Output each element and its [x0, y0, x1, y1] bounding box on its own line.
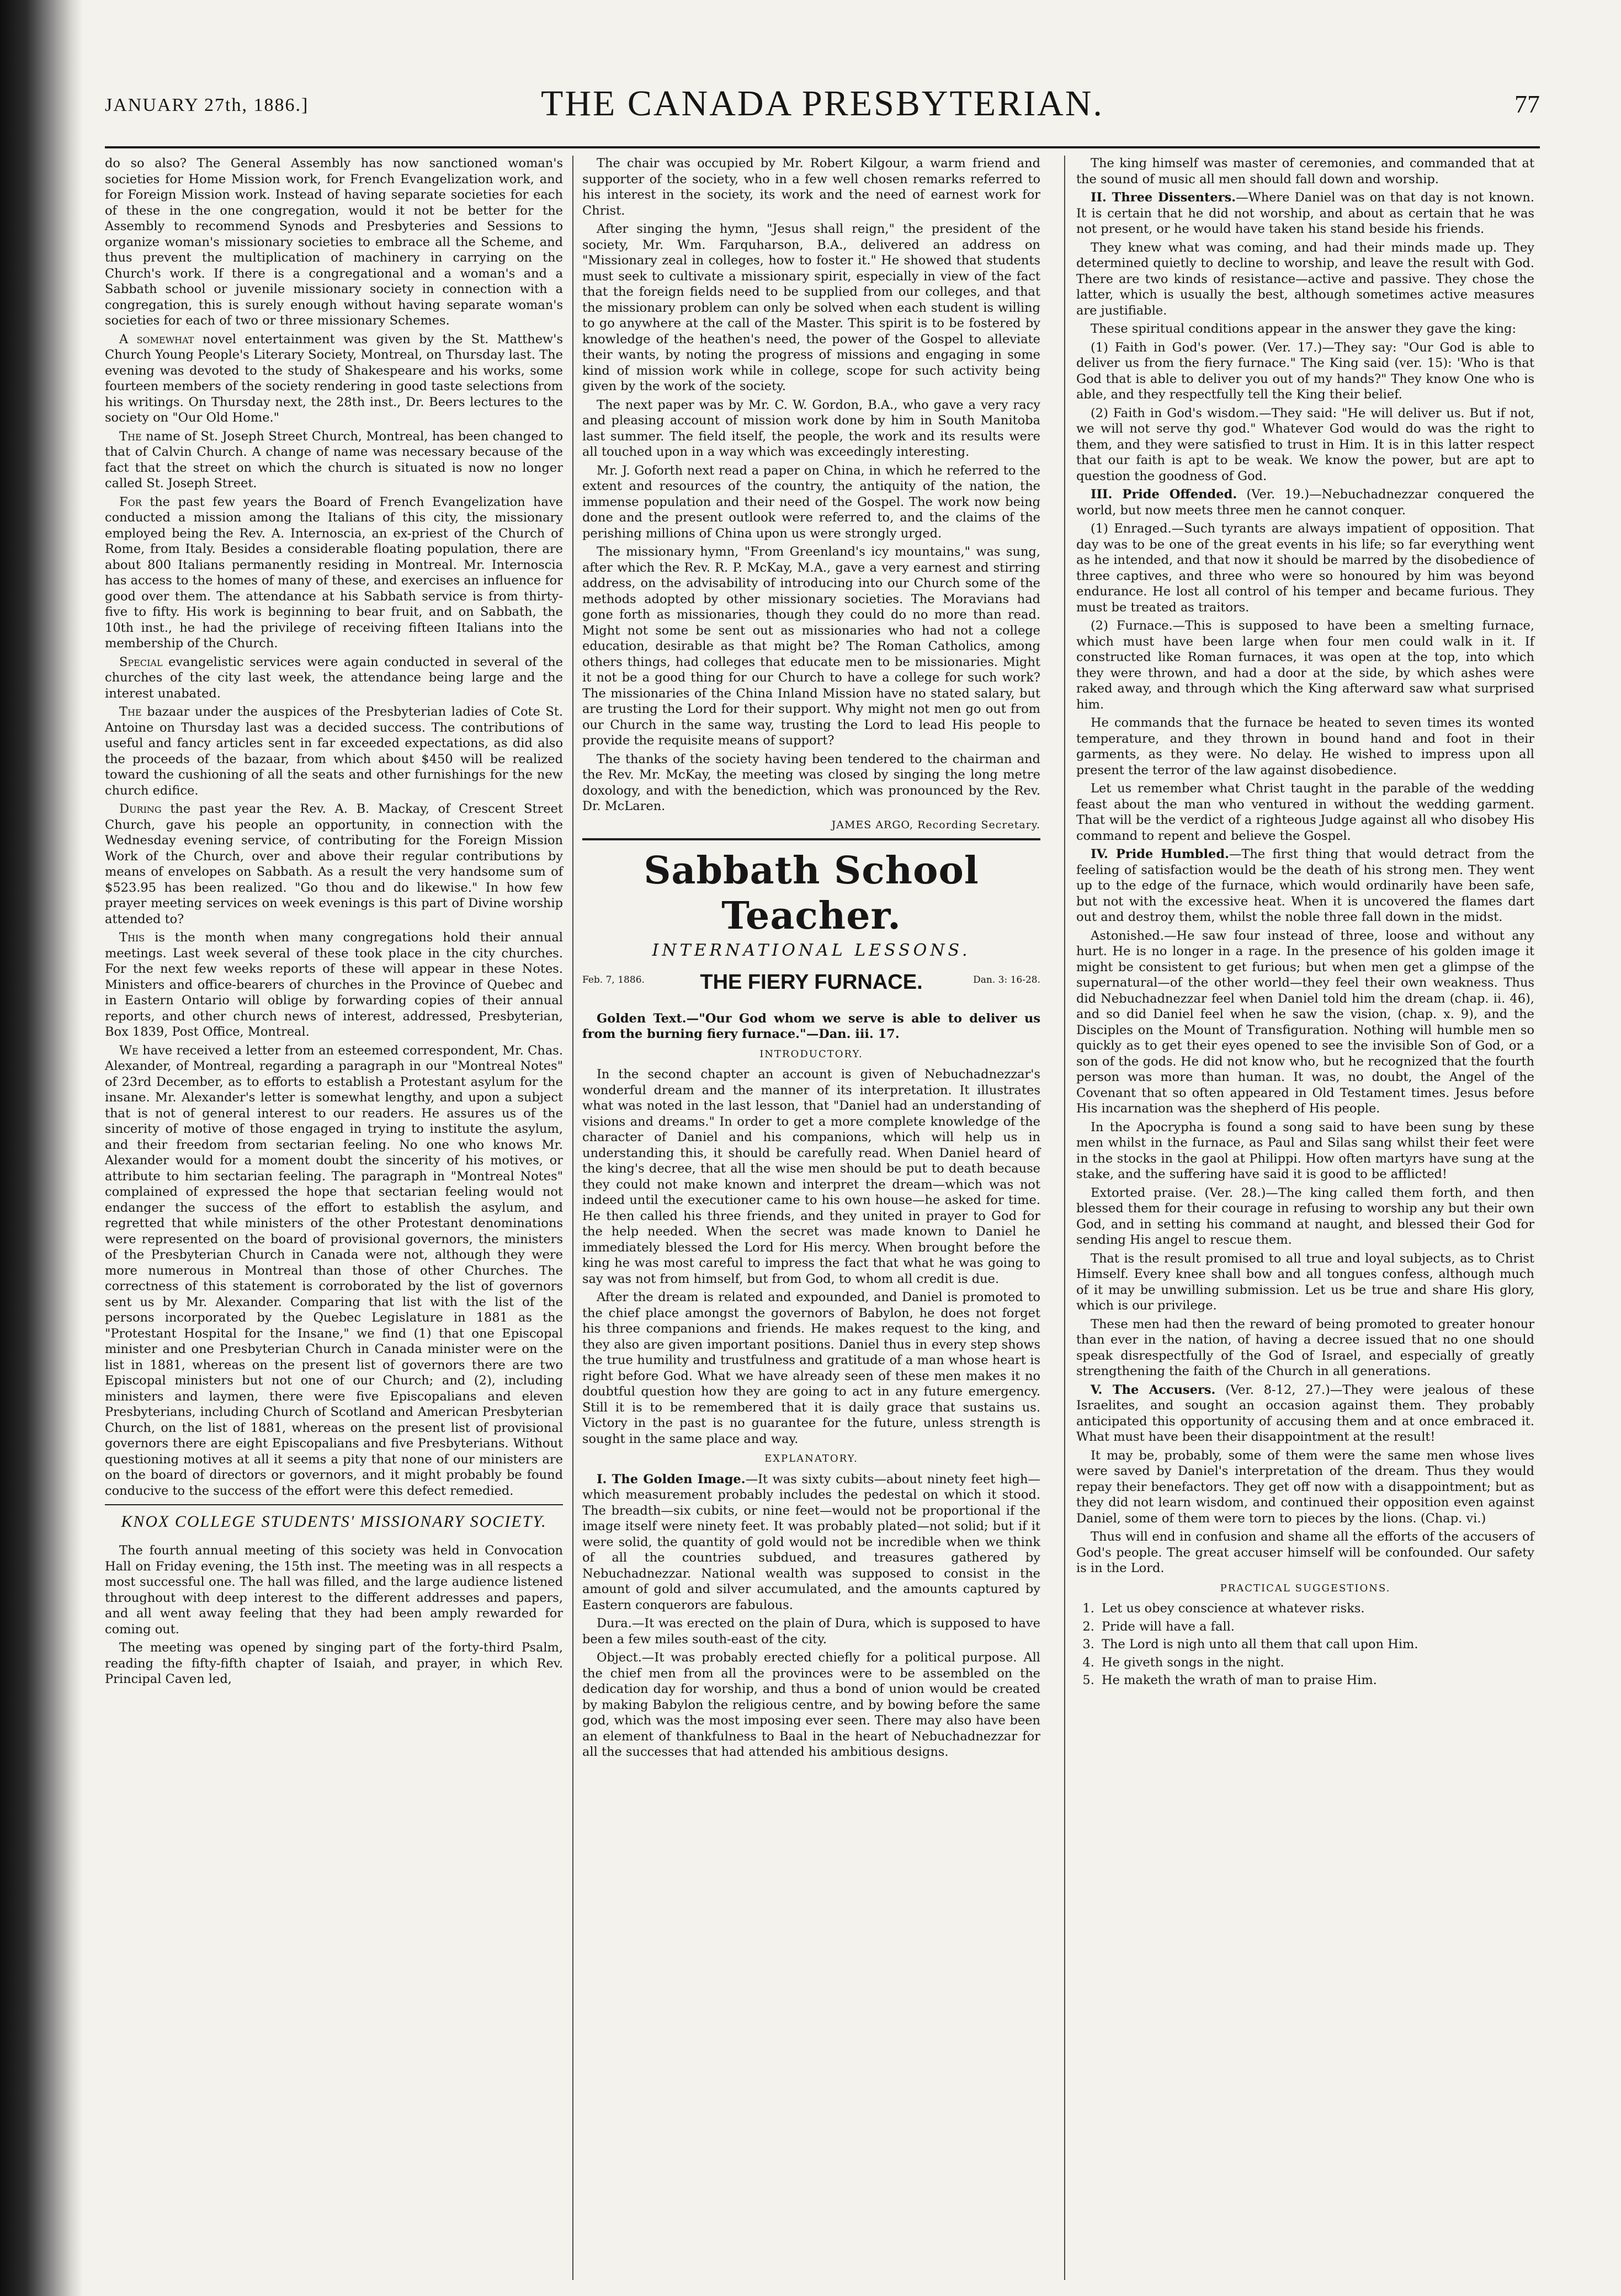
paragraph: It may be, probably, some of them were the same men whose lives were saved by Daniel's interpretation of the dream. Thus they would repay their benefactors. They get off now with a disappointment; but as they did not learn wisdom, and continued their opposition even against Daniel, some of them were torn to pieces by the lions. (Chap. vi.)	[1076, 1448, 1534, 1526]
column-3	[1076, 156, 1534, 1691]
paragraph: The missionary hymn, "From Greenland's icy mountains," was sung, after which the Rev. R. P. McKay, M.A., gave a very earnest and stirring address, on the advisability of introducing into our Church some of the methods adopted by other missionary societies. The Moravians had gone forth as missionaries, though they could do no more than read. Might not some be sent out as missionaries who had not a college education, desirable as that might be? The Roman Catholics, among others things, had colleges that educate men to be missionaries. Might it not be a good thing for our Church to have a college for such work? The missionaries of the China Inland Mission have no stated salary, but are trusting the Lord for their support. Why might not men go out from our Church in the same way, trusting the Lord to lead His people to provide the requisite means of support?	[582, 545, 1040, 748]
column-divider-2	[1064, 156, 1065, 2280]
paragraph: The thanks of the society having been tendered to the chairman and the Rev. Mr. McKay, the meeting was closed by singing the long metre doxology, and with the benediction, which was pronounced by the Rev. Dr. McLaren.	[582, 752, 1040, 813]
paragraph	[105, 704, 563, 798]
paragraph: These men had then the reward of being promoted to greater honour than ever in the nation, of having a decree issued that no one should speak disrespectfully of the God of Israel, and especially of greatly strengthening the faith of the Church in all generations.	[1076, 1317, 1534, 1378]
section-subheading: INTERNATIONAL LESSONS.	[652, 941, 971, 960]
paragraph-body: bazaar under the auspices of the Presbyterian ladies of Cote St. Antoine on Thursday last was a decided success. The contributions of useful and fancy articles sent in far exceeded expectations, as did also the proceeds of the bazaar, from which about $450 will be realized toward the cushioning of all the seats and other furnishings for the new church edifice.	[105, 705, 563, 798]
lesson-title: THE FIERY FURNACE.	[700, 970, 923, 994]
subsection-heading: PRACTICAL SUGGESTIONS.	[1220, 1582, 1391, 1594]
paragraph: They knew what was coming, and had their minds made up. They determined quietly to decline to worship, and leave the result with God. There are two kinds of resistance—active and passive. They chose the latter, which is usually the best, although sometimes active measures are justifiable.	[1076, 240, 1534, 318]
paragraph-lead: II. Three Dissenters.	[1091, 190, 1236, 205]
column-1	[105, 156, 563, 1690]
paragraph: Object.—It was probably erected chiefly for a political purpose. All the chief men from all the provinces were to be assembled on the dedication day for worship, and thus a bond of union would be created by making Babylon the religious centre, and by bowing before the same god, which was the most imposing ever seen. There may also have been an element of thankfulness to Baal in the heart of Nebuchadnezzar for all the successes that had attended his ambitious designs.	[582, 1650, 1040, 1759]
paragraph-lead: The	[119, 705, 142, 719]
paragraph: (2) Furnace.—This is supposed to have been a smelting furnace, which must have been large when four men could walk in it. If constructed like Roman furnaces, it was open at the top, into which they were thrown, and had a door at the side, by which ashes were raked away, and through which the King afterward saw what surprised him.	[1076, 619, 1534, 712]
paragraph-lead: This	[119, 930, 145, 945]
paragraph: The king himself was master of ceremonies, and commanded that at the sound of music all men should fall down and worship.	[1076, 156, 1534, 187]
paragraph: The next paper was by Mr. C. W. Gordon, B.A., who gave a very racy and pleasing account of mission work done by him in South Manitoba last summer. The field itself, the people, the work and its results were all touched upon in a way which was exceedingly interesting.	[582, 397, 1040, 459]
lesson-reference: Dan. 3: 16-28.	[973, 974, 1040, 985]
list-item: 2. Pride will have a fall.	[1098, 1619, 1534, 1635]
paragraph: In the Apocrypha is found a song said to have been sung by these men whilst in the furnace, as Paul and Silas sang whilst their feet were in the stocks in the gaol at Philippi. How often martyrs have sung at the stake, and the suffering have said it is good to be afflicted!	[1076, 1120, 1534, 1181]
paragraph: Thus will end in confusion and shame all the efforts of the accusers of God's people. The great accuser himself will be confounded. Our safety is in the Lord.	[1076, 1530, 1534, 1575]
paragraph	[1076, 846, 1534, 925]
paragraph-body: novel entertainment was given by the St. Matthew's Church Young People's Literary Society, Montreal, on Thursday last. The evening was devoted to the study of Shakespeare and his works, some fourteen members of the society rendering in good taste selections from his writings. On Thursday next, the 28th inst., Dr. Beers lectures to the society on "Our Old Home."	[105, 332, 564, 425]
page-number: 77	[1514, 90, 1540, 118]
paragraph: The meeting was opened by singing part of the forty-third Psalm, reading the fifty-fifth chapter of Isaiah, and prayer, in which Rev. Principal Caven led,	[105, 1640, 563, 1686]
section-rule	[582, 838, 1040, 840]
paragraph: He commands that the furnace be heated to seven times its wonted temperature, and they thrown in bound hand and foot in their garments, as they were. No delay. He wished to impress upon all present the terror of the law against disobedience.	[1076, 716, 1534, 777]
column-2	[582, 156, 1040, 1763]
paragraph: Dura.—It was erected on the plain of Dura, which is supposed to have been a few miles south-east of the city.	[582, 1616, 1040, 1647]
newspaper-title: THE CANADA PRESBYTERIAN.	[541, 83, 1104, 124]
list-item: 5. He maketh the wrath of man to praise Him.	[1098, 1672, 1534, 1688]
paragraph-body: have received a letter from an esteemed correspondent, Mr. Chas. Alexander, of Montreal, regarding a paragraph in our "Montreal Notes" of 23rd December, as to efforts to establish a Protestant asylum for the insane. Mr. Alexander's letter is somewhat lengthy, and upon a subject that is not of general interest to our readers. He assures us of the sincerity of motive of those engaged in trying to institute the asylum, and their freedom from sectarian feeling. No one who knows Mr. Alexander would for a moment doubt the sincerity of his motives, or attribute to him sectarian feeling. The paragraph in "Montreal Notes" complained of expressed the hope that sectarian feeling would not endanger the success of the effort to establish the asylum, and regretted that while ministers of the other Protestant denominations were represented on the board of provisional governors, the ministers of the Presbyterian Church in Canada were not, although they were more numerous in Montreal than those of other Churches. The correctness of this statement is corroborated by the list of governors sent us by Mr. Alexander. Comparing that list with the list of the persons incorporated by the Quebec Legislature in 1881 as the "Protestant Hospital for the Insane," we find (1) that one Episcopal minister and one Presbyterian Church in Canada minister were on the list in 1881, whereas on the present list of governors there are two Episcopal ministers but not one of our Church; and (2), including ministers and laymen, there were five Episcopalians and eleven Presbyterians, including Church of Scotland and American Presbyterian Church, on the list of 1881, whereas on the present list of provisional governors there are eight Episcopalians and five Presbyterians. Without questioning motives at all it seems a pity that none of our ministers are on the board of directors or governors, and it might probably be found conducive to the success of the effort were this defect remedied.	[105, 1043, 563, 1498]
subsection-heading: EXPLANATORY.	[764, 1453, 858, 1464]
paragraph-body: (Ver. 19.)—Nebuchadnezzar conquered the world, but now meets three men he cannot conquer.	[1076, 487, 1534, 518]
paragraph	[105, 494, 563, 652]
paragraph	[1076, 1382, 1534, 1445]
paragraph	[105, 429, 563, 492]
paragraph-lead: IV. Pride Humbled.	[1091, 847, 1229, 861]
paragraph: (2) Faith in God's wisdom.—They said: "He will deliver us. But if not, we will not serve thy god." Whatever God would do was the right to them, and they were satisfied to trust in Him. It is in this latter respect that our faith is apt to be weak. We know the power, but are apt to question the goodness of God.	[1076, 406, 1534, 483]
issue-date: JANUARY 27th, 1886.]	[105, 95, 309, 115]
golden-text: Golden Text.—"Our God whom we serve is able to deliver us from the burning fiery furnace."—Dan. iii. 17.	[582, 1011, 1040, 1041]
paragraph	[105, 930, 563, 1040]
subsection-heading: INTRODUCTORY.	[759, 1048, 863, 1060]
paragraph: After singing the hymn, "Jesus shall reign," the president of the society, Mr. Wm. Farquharson, B.A., delivered an address on "Missionary zeal in colleges, how to foster it." He showed that students must seek to cultivate a missionary spirit, especially in view of the fact that the foreign fields need to be supplied from our colleges, and that the missionary problem can only be solved when each student is willing to go anywhere at the call of the Master. This spirit is to be fostered by knowledge of the heathen's need, the power of the Gospel to alleviate their wants, by noting the progress of missions and engaging in some kind of mission work while in college, scope for such activity being given by the work of the society.	[582, 222, 1040, 393]
paragraph-body: the past year the Rev. A. B. Mackay, of Crescent Street Church, gave his people an opportunity, in connection with the Wednesday evening service, of contributing for the Foreign Mission Work of the Church, over and above their regular contributions by means of envelopes on Sabbath. As a result the very handsome sum of $523.95 has been realized. "Go thou and do likewise." In how few prayer meeting services on week evenings is this part of Divine worship attended to?	[105, 802, 564, 926]
paragraph	[1076, 190, 1534, 237]
list-item: 3. The Lord is nigh unto all them that call upon Him.	[1098, 1637, 1534, 1653]
signature-line: JAMES ARGO, Recording Secretary.	[831, 818, 1040, 831]
paragraph: Mr. J. Goforth next read a paper on China, in which he referred to the extent and resources of the country, the antiquity of the nation, the immense population and their need of the Gospel. The work now being done and the present outlook were referred to, and the claims of the perishing millions of China upon us were strongly urged.	[582, 463, 1040, 541]
list-item: 4. He giveth songs in the night.	[1098, 1655, 1534, 1671]
paragraph: Extorted praise. (Ver. 28.)—The king called them forth, and then blessed them for their courage in refusing to worship any but their own God, and in setting his command at naught, and blessed their God for sending His angel to rescue them.	[1076, 1185, 1534, 1247]
paragraph-body: —Where Daniel was on that day is not known. It is certain that he did not worship, and about as certain that he was not present, or he would have taken his stand beside his friends.	[1076, 190, 1534, 236]
lesson-heading	[582, 972, 1040, 1005]
paragraph-lead: The	[119, 429, 142, 444]
paragraph-lead: III. Pride Offended.	[1091, 487, 1237, 502]
paragraph-body: (Ver. 8-12, 27.)—They were jealous of these Israelites, and sought an occasion against them. They probably anticipated this opportunity of accusing them and at once embraced it. What must have been their disappointment at the result!	[1076, 1382, 1534, 1444]
paragraph: The chair was occupied by Mr. Robert Kilgour, a warm friend and supporter of the society, who in a few well chosen remarks referred to his interest in the society, its work and the need of earnest work for Christ.	[582, 156, 1040, 218]
paragraph	[105, 332, 563, 426]
section-heading-knox: KNOX COLLEGE STUDENTS' MISSIONARY SOCIETY.	[121, 1512, 547, 1531]
lesson-date: Feb. 7, 1886.	[582, 974, 645, 985]
paragraph-lead: V. The Accusers.	[1091, 1382, 1216, 1397]
header-rule	[105, 146, 1540, 148]
paragraph-body: name of St. Joseph Street Church, Montreal, has been changed to that of Calvin Church. A change of name was necessary because of the fact that the street on which the church is situated is now no longer called St. Joseph Street.	[105, 429, 563, 491]
paragraph: That is the result promised to all true and loyal subjects, as to Christ Himself. Every knee shall bow and all tongues confess, although much of it may be unwilling submission. Let us be true and share His glory, which is our privilege.	[1076, 1251, 1534, 1313]
paragraph: (1) Enraged.—Such tyrants are always impatient of opposition. That day was to be one of the great events in his life; so far everything went as he intended, and that now it should be marred by the disobedience of three captives, and three who were so honoured by him was beyond endurance. He lost all control of his temper and became furious. They must be treated as traitors.	[1076, 521, 1534, 615]
suggestions-list	[1098, 1601, 1534, 1688]
list-item: 1. Let us obey conscience at whatever risks.	[1098, 1601, 1534, 1617]
paragraph-lead: Special	[119, 654, 163, 669]
paragraph-body: evangelistic services were again conducted in several of the churches of the city last week, the attendance being large and the interest unabated.	[105, 654, 563, 701]
paragraph-body: the past few years the Board of French Evangelization have conducted a mission among the Italians of this city, the missionary employed being the Rev. A. Internoscia, an ex-priest of the Church of Rome, from Italy. Besides a considerable floating population, there are about 800 Italians permanently residing in Montreal. Mr. Internoscia has access to the homes of many of these, and exercises an influence for good over them. The attendance at his Sabbath service is from thirty-five to fifty. His work is beginning to bear fruit, and on Sabbath, the 10th inst., he had the privilege of receiving fifteen Italians into the membership of the Church.	[105, 494, 563, 651]
paragraph: These spiritual conditions appear in the answer they gave the king:	[1091, 322, 1517, 336]
paragraph	[105, 801, 563, 927]
paragraph-lead: A somewhat	[119, 332, 194, 347]
paragraph-body: —The first thing that would detract from the feeling of satisfaction would be the death of his strong men. They went up to the edge of the furnace, which would ordinarily have been safe, but not with the excessive heat. When it is uncovered the flames dart out and destroy them, whilst the noble three fall down in the midst.	[1076, 847, 1534, 924]
paragraph	[582, 1472, 1040, 1613]
paragraph: After the dream is related and expounded, and Daniel is promoted to the chief place amongst the governors of Babylon, he does not forget his three companions and friends. He makes request to the king, and they also are given important positions. Daniel thus in every step shows the true humility and trustfulness and gratitude of a man whose heart is right before God. What we have already seen of these men makes it no doubtful question how they are going to act in any future emergency. Still it is to be remembered that it is daily grace that sustains us. Victory in the past is no guarantee for the future, unless strength is sought in the same place and way.	[582, 1290, 1040, 1446]
paragraph: The fourth annual meeting of this society was held in Convocation Hall on Friday evening, the 15th inst. The meeting was in all respects a most successful one. The hall was filled, and the large audience listened throughout with deep interest to the different addresses and papers, and all went away feeling that they had been amply rewarded for coming out.	[105, 1543, 563, 1637]
paragraph-lead: We	[119, 1043, 139, 1058]
paragraph-lead: For	[119, 494, 142, 509]
paragraph: Let us remember what Christ taught in the parable of the wedding feast about the man who ventured in without the wedding garment. That will be the verdict of a righteous Judge against all who disobey His command to repent and believe the Gospel.	[1076, 781, 1534, 843]
paragraph-body: is the month when many congregations hold their annual meetings. Last week several of these took place in the city churches. For the next few weeks reports of these will appear in these Notes. Ministers and office-bearers of churches in the Province of Quebec and in Eastern Ontario will oblige by forwarding copies of their annual reports, and other church news of interest, addressed, Presbyterian, Box 1839, Post Office, Montreal.	[105, 930, 564, 1039]
paragraph	[105, 1043, 563, 1499]
paragraph-lead: During	[119, 802, 162, 816]
section-rule	[105, 1504, 563, 1505]
page-header	[105, 83, 1540, 143]
paragraph: (1) Faith in God's power. (Ver. 17.)—They say: "Our God is able to deliver us from the fiery furnace." The King said (ver. 15): 'Who is that God that is able to deliver you out of my hands?" They know One who is able, and they respectfully tell the King their belief.	[1076, 340, 1534, 402]
scan-binding-edge	[0, 0, 83, 2296]
paragraph-lead: I. The Golden Image.	[597, 1472, 746, 1487]
paragraph: Astonished.—He saw four instead of three, loose and without any hurt. He is no longer in a rage. In the presence of his golden image it might be consistent to get furious; but when men get a glimpse of the supernatural—of the other world—they feel their own weakness. Thus did Nebuchadnezzar feel when Daniel told him the dream (chap. ii. 46), and so did Daniel feel when he saw the vision, (chap. x. 9), and the Disciples on the Mount of Transfiguration. Nothing will humble men so quickly as to get their eyes opened to see the invisible Son of God, or a son of the gods. He did not know who, but he recognized that the fourth person was more than human. It was, no doubt, the Angel of the Covenant that so often appeared in Old Testament times. Jesus before His incarnation was the shepherd of His people.	[1076, 928, 1534, 1116]
section-masthead: Sabbath School Teacher.	[644, 849, 979, 938]
paragraph	[1076, 487, 1534, 518]
paragraph: do so also? The General Assembly has now sanctioned woman's societies for Home Mission work, for French Evangelization work, and for Foreign Mission work. Instead of having separate societies for each of these in the one congregation, would it not be better for the Assembly to recommend Synods and Presbyteries and Sessions to organize woman's missionary societies to embrace all the Scheme, and thus prevent the multiplication of machinery in carrying on the Church's work. If there is a congregational and a woman's and a Sabbath school or juvenile missionary society in connection with a congregation, this is surely enough without having separate woman's societies for each of two or three missionary Schemes.	[105, 156, 563, 328]
paragraph	[105, 654, 563, 702]
column-divider-1	[572, 156, 573, 2280]
paragraph: In the second chapter an account is given of Nebuchadnezzar's wonderful dream and the manner of its interpretation. It illustrates what was noted in the last lesson, that "Daniel had an understanding of visions and dreams." In order to get a more complete knowledge of the character of Daniel and his companions, which will help us in understanding this, it should be carefully read. When Daniel heard of the king's decree, that all the wise men should be put to death because they could not make known and interpret the dream—which was not indeed until the executioner came to his own house—he asked for time. He then called his three friends, and they united in prayer to God for the help needed. When the secret was made known to Daniel he immediately blessed the Lord for His mercy. When brought before the king he was most careful to impress the fact that what he was going to say was not from himself, but from God, to whom all credit is due.	[582, 1067, 1040, 1286]
paragraph-body: —It was sixty cubits—about ninety feet high—which measurement probably includes the pedestal on which it stood. The breadth—six cubits, or nine feet—would not be proportional if the image itself were ninety feet. It was probably plated—not solid; but if it were solid, the quantity of gold would not be incredible when we think of all the countries subdued, and treasures gathered by Nebuchadnezzar. National wealth was supposed to consist in the amount of gold and silver accumulated, and the amounts captured by Eastern conquerors are fabulous.	[582, 1472, 1040, 1612]
